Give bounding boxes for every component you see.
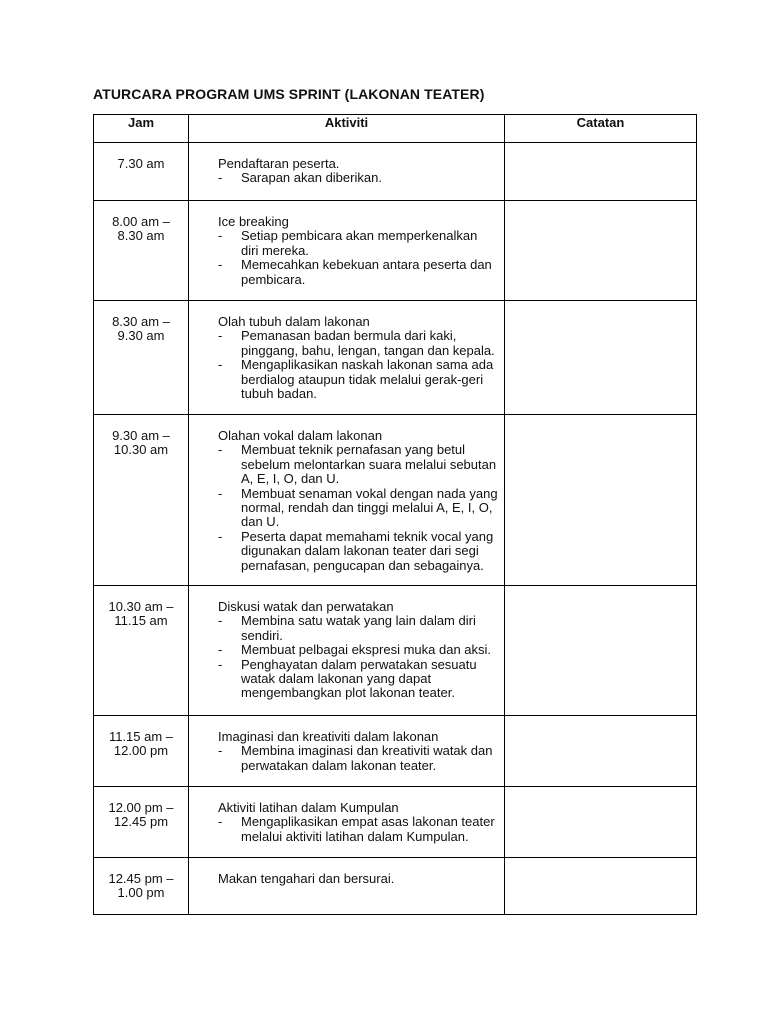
time-start: 7.30 am bbox=[117, 156, 165, 171]
time-start: 10.30 am – bbox=[108, 599, 174, 614]
activity-cell bbox=[189, 143, 505, 201]
activity-points bbox=[218, 329, 498, 401]
list-item: - Sarapan akan diberikan. bbox=[218, 171, 498, 185]
time-cell bbox=[94, 143, 189, 201]
list-item: - Membuat pelbagai ekspresi muka dan aksi. bbox=[218, 643, 498, 657]
activity-title: Olah tubuh dalam lakonan bbox=[218, 314, 370, 329]
activity-points bbox=[218, 229, 498, 287]
schedule-table bbox=[93, 114, 697, 915]
time-end: 9.30 am bbox=[117, 328, 165, 344]
time-cell bbox=[94, 787, 189, 858]
header-jam: Jam bbox=[94, 115, 189, 143]
notes-cell bbox=[505, 201, 697, 301]
time-end: 10.30 am bbox=[113, 442, 169, 458]
time-cell bbox=[94, 301, 189, 415]
notes-cell bbox=[505, 716, 697, 787]
activity-cell bbox=[189, 858, 505, 915]
time-end: 11.15 am bbox=[114, 613, 168, 629]
notes-cell bbox=[505, 787, 697, 858]
notes-cell bbox=[505, 143, 697, 201]
activity-cell bbox=[189, 415, 505, 586]
time-end: 12.45 pm bbox=[113, 814, 169, 830]
table-row bbox=[94, 586, 697, 716]
list-item: - Pemanasan badan bermula dari kaki, pinggang, bahu, lengan, tangan dan kepala. bbox=[218, 329, 498, 358]
list-item: - Membina imaginasi dan kreativiti watak dan perwatakan dalam lakonan teater. bbox=[218, 744, 498, 773]
list-item: - Mengaplikasikan naskah lakonan sama ada berdialog ataupun tidak melalui gerak-geri tubuh badan. bbox=[218, 358, 498, 401]
list-item: - Membuat teknik pernafasan yang betul sebelum melontarkan suara melalui sebutan A, E, I, O, dan U. bbox=[218, 443, 498, 486]
list-item: - Membina satu watak yang lain dalam diri sendiri. bbox=[218, 614, 498, 643]
activity-cell bbox=[189, 787, 505, 858]
time-end: 8.30 am bbox=[117, 228, 165, 244]
time-cell bbox=[94, 201, 189, 301]
time-start: 9.30 am – bbox=[112, 428, 170, 443]
activity-title: Imaginasi dan kreativiti dalam lakonan bbox=[218, 729, 439, 744]
time-start: 12.00 pm – bbox=[108, 800, 174, 815]
time-start: 8.00 am – bbox=[112, 214, 170, 229]
table-row bbox=[94, 787, 697, 858]
activity-points bbox=[218, 815, 498, 844]
header-catatan: Catatan bbox=[505, 115, 697, 143]
list-item: - Setiap pembicara akan memperkenalkan diri mereka. bbox=[218, 229, 498, 258]
header-aktiviti: Aktiviti bbox=[189, 115, 505, 143]
list-item: - Mengaplikasikan empat asas lakonan teater melalui aktiviti latihan dalam Kumpulan. bbox=[218, 815, 498, 844]
notes-cell bbox=[505, 586, 697, 716]
table-row bbox=[94, 201, 697, 301]
time-start: 8.30 am – bbox=[112, 314, 170, 329]
notes-cell bbox=[505, 415, 697, 586]
table-header-row bbox=[94, 115, 697, 143]
notes-cell bbox=[505, 858, 697, 915]
list-item: - Penghayatan dalam perwatakan sesuatu watak dalam lakonan yang dapat mengembangkan plot lakonan teater. bbox=[218, 658, 498, 701]
activity-points bbox=[218, 744, 498, 773]
activity-points bbox=[218, 614, 498, 700]
time-end: 1.00 pm bbox=[117, 885, 165, 901]
time-cell bbox=[94, 716, 189, 787]
time-cell bbox=[94, 586, 189, 716]
activity-title: Pendaftaran peserta. bbox=[218, 156, 340, 171]
activity-title: Olahan vokal dalam lakonan bbox=[218, 428, 383, 443]
activity-cell bbox=[189, 586, 505, 716]
activity-title: Ice breaking bbox=[218, 214, 289, 229]
list-item: - Membuat senaman vokal dengan nada yang normal, rendah dan tinggi melalui A, E, I, O, dan U. bbox=[218, 487, 498, 530]
table-row bbox=[94, 415, 697, 586]
table-row bbox=[94, 858, 697, 915]
time-cell bbox=[94, 858, 189, 915]
table-row bbox=[94, 301, 697, 415]
list-item: - Memecahkan kebekuan antara peserta dan pembicara. bbox=[218, 258, 498, 287]
activity-title: Diskusi watak dan perwatakan bbox=[218, 599, 394, 614]
list-item: - Peserta dapat memahami teknik vocal yang digunakan dalam lakonan teater dari segi pernafasan, pengucapan dan sebagainya. bbox=[218, 530, 498, 573]
activity-cell bbox=[189, 301, 505, 415]
activity-cell bbox=[189, 201, 505, 301]
time-cell bbox=[94, 415, 189, 586]
activity-cell bbox=[189, 716, 505, 787]
table-row bbox=[94, 143, 697, 201]
time-start: 12.45 pm – bbox=[108, 871, 174, 886]
time-end: 12.00 pm bbox=[113, 743, 169, 759]
page-title: ATURCARA PROGRAM UMS SPRINT (LAKONAN TEATER) bbox=[93, 86, 485, 102]
activity-points bbox=[218, 443, 498, 573]
activity-title: Makan tengahari dan bersurai. bbox=[218, 871, 395, 886]
time-start: 11.15 am – bbox=[108, 729, 174, 744]
notes-cell bbox=[505, 301, 697, 415]
activity-title: Aktiviti latihan dalam Kumpulan bbox=[218, 800, 399, 815]
table-row bbox=[94, 716, 697, 787]
activity-points bbox=[218, 171, 498, 185]
